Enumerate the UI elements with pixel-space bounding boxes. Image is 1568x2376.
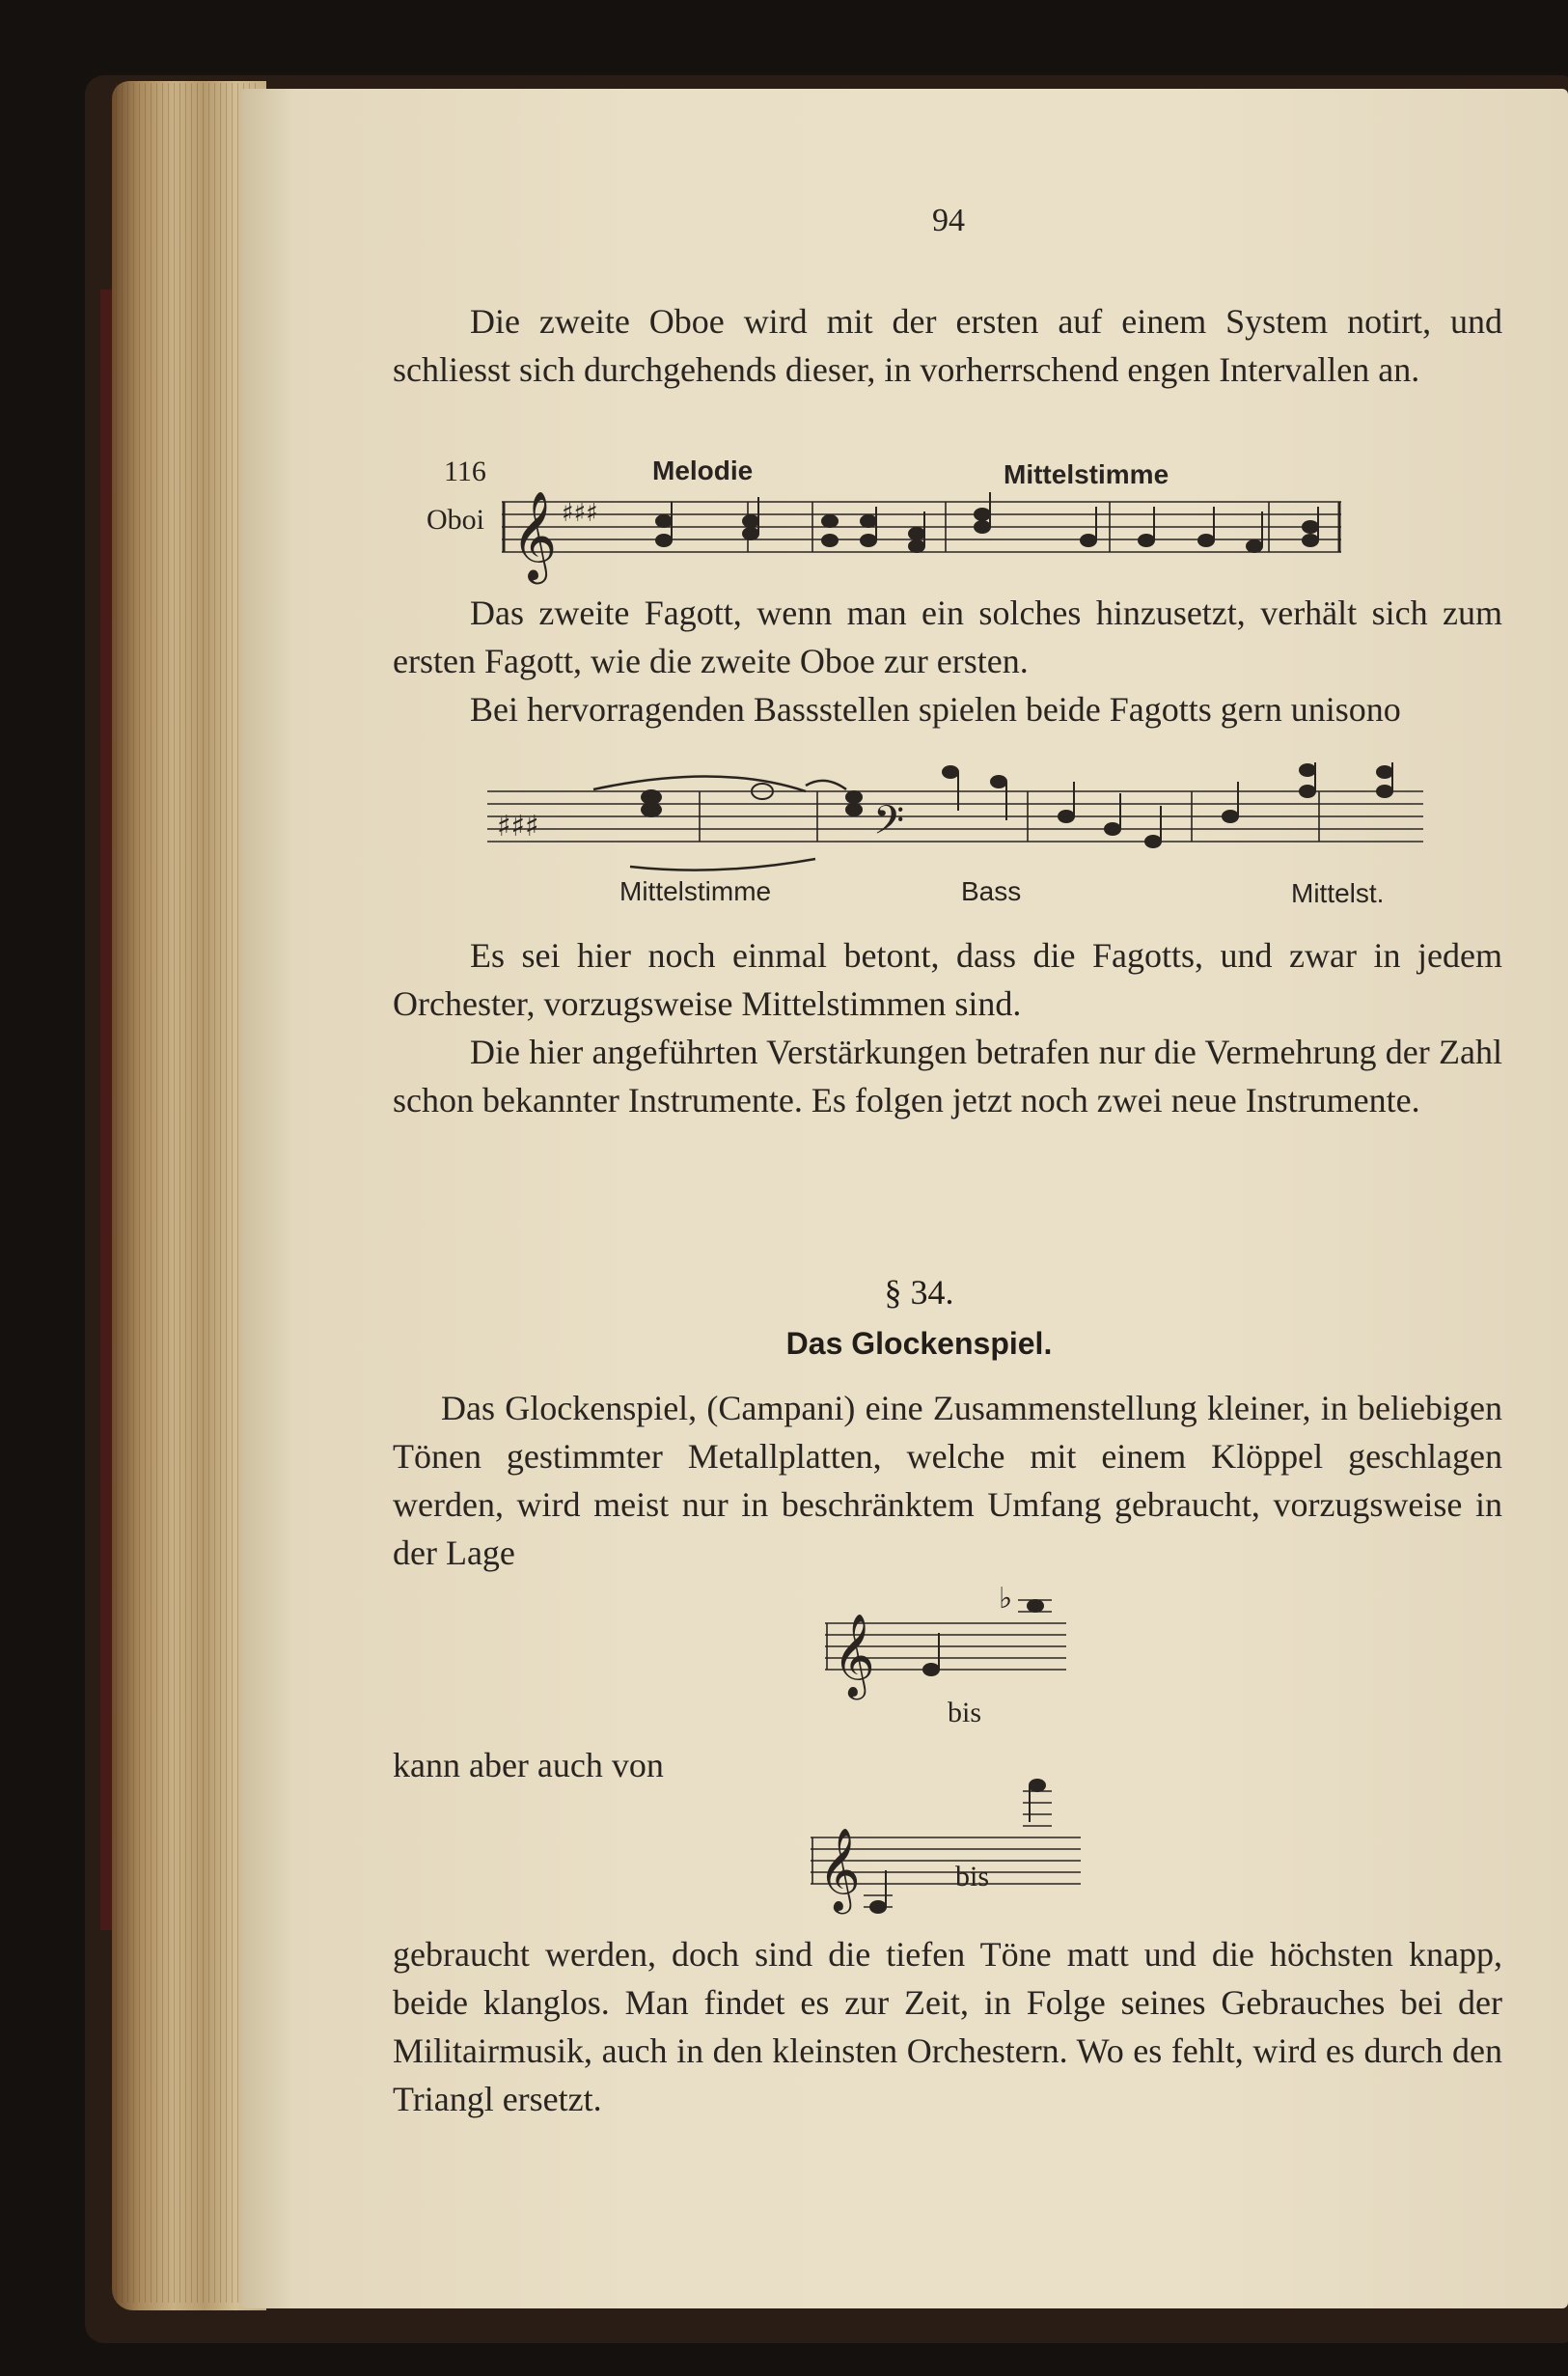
label-middle-voice-2: Mittelstimme: [619, 876, 772, 906]
paragraph-text: Bei hervorragenden Bassstellen spielen beide Fagotts gern unisono: [470, 690, 1401, 729]
treble-clef-icon: 𝄞: [511, 490, 558, 580]
page-edge-lines: [116, 83, 261, 2303]
page-number: 94: [932, 203, 965, 238]
paragraph-text: Das Glockenspiel, (Campani) eine Zusammenstellung kleiner, in beliebigen Tönen gestimmter Metallplatten, welche mit einem Klöppel geschlagen werden, wird meist nur in beschränktem Umfang gebraucht, vorzugsweise in der Lage: [393, 1389, 1502, 1572]
paragraph-middle-voices: [393, 931, 1502, 1124]
paragraph-oboe: [393, 297, 1502, 394]
music-staff-oboi: [502, 483, 1351, 589]
key-signature: ♯♯♯: [497, 810, 539, 843]
treble-clef-icon: 𝄞: [818, 1828, 861, 1911]
bass-clef-icon: 𝄢: [873, 797, 905, 853]
paragraph-text: kann aber auch von: [393, 1746, 664, 1784]
flat-icon: ♭: [999, 1582, 1013, 1616]
key-signature: ♯♯♯: [562, 499, 598, 528]
paragraph-text: gebraucht werden, doch sind die tiefen Töne matt und die höchsten knapp, beide klanglos. Man findet es zur Zeit, in Folge seines Gebrauches bei der Militairmusik, auch in den kleinsten Orchestern. Wo es fehlt, wird es durch den Triangl ersetzt.: [393, 1935, 1502, 2118]
instrument-label: Oboi: [426, 504, 484, 536]
label-melody: Melodie: [652, 456, 754, 485]
example-number: 116: [444, 456, 486, 487]
paragraph-bassoon: [393, 589, 1502, 733]
paragraph-text: Das zweite Fagott, wenn man ein solches hinzusetzt, verhält sich zum ersten Fagott, wie die zweite Oboe zur ersten.: [393, 594, 1502, 680]
section-number: § 34.: [884, 1273, 954, 1312]
label-bass: Bass: [961, 876, 1022, 906]
range-label-2: bis: [955, 1861, 990, 1893]
music-staff-range-2: [811, 1776, 1090, 1920]
book-spine-band: [100, 290, 112, 1930]
label-middle-short: Mittelst.: [1291, 878, 1385, 908]
range-label-1: bis: [948, 1697, 982, 1728]
treble-clef-icon: 𝄞: [833, 1614, 875, 1697]
music-staff-fagotti: [487, 753, 1433, 878]
music-staff-range-1: [825, 1573, 1076, 1708]
paragraph-glockenspiel: [393, 1384, 1502, 1577]
paragraph-text: Es sei hier noch einmal betont, dass die Fagotts, und zwar in jedem Orchester, vorzugsweise Mittelstimmen sind.: [393, 936, 1502, 1023]
paragraph-text: Die zweite Oboe wird mit der ersten auf einem System notirt, und schliesst sich durchgehends dieser, in vorherrschend engen Intervallen an.: [393, 302, 1502, 389]
section-title: Das Glockenspiel.: [785, 1326, 1053, 1361]
paragraph-closing: [393, 1930, 1502, 2123]
label-middle-voice: Mittelstimme: [1004, 459, 1169, 489]
paragraph-text: Die hier angeführten Verstärkungen betrafen nur die Vermehrung der Zahl schon bekannter Instrumente. Es folgen jetzt noch zwei neue Instrumente.: [393, 1033, 1502, 1119]
